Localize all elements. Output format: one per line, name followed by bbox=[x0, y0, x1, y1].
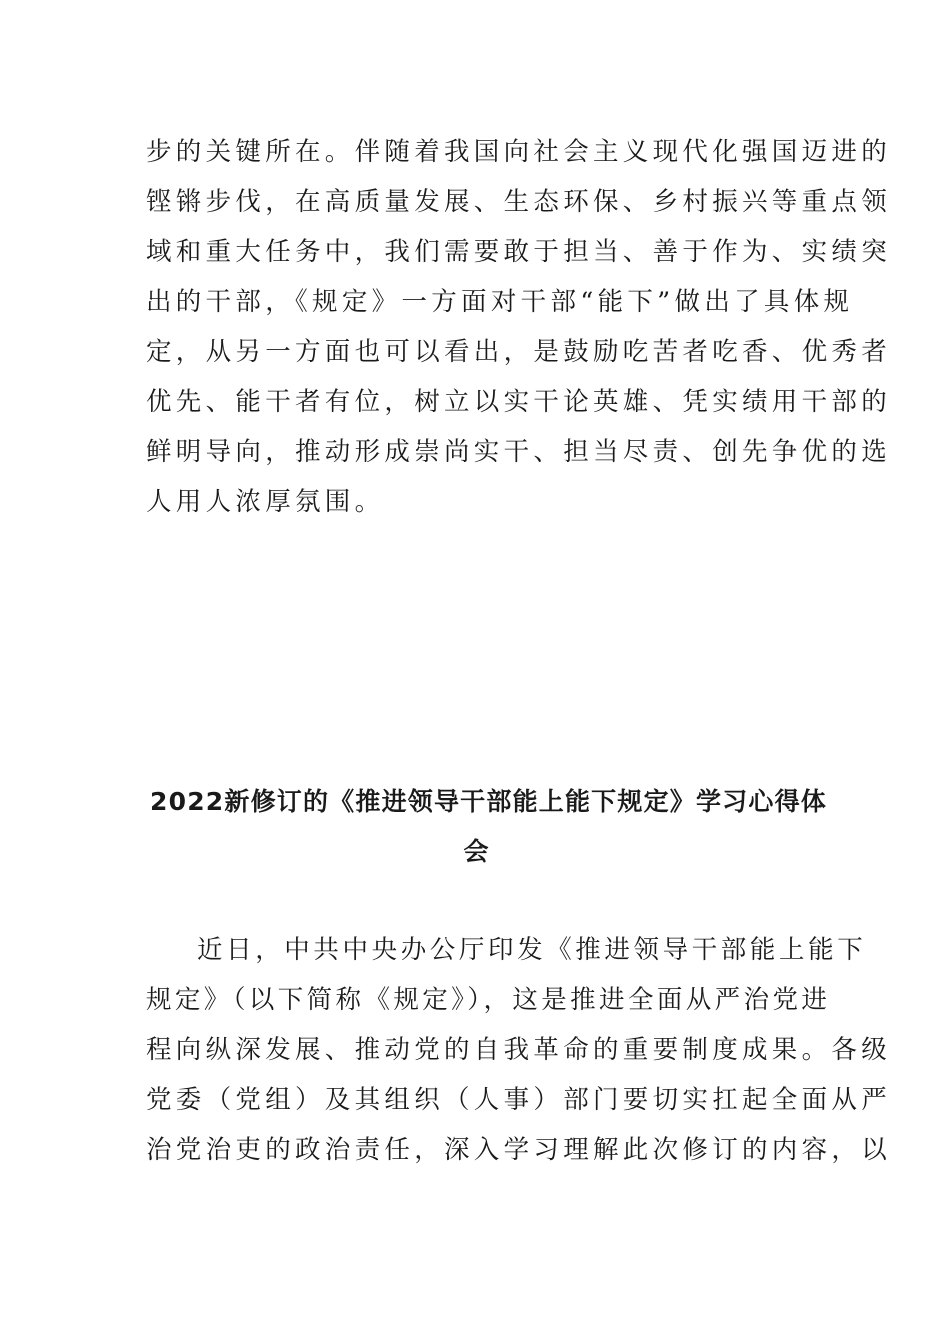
text-line: 规定》（以下简称《规定》），这是推进全面从严治党进 bbox=[146, 985, 831, 1015]
title-line-1: 2022新修订的《推进领导干部能上能下规定》学习心得体 bbox=[150, 787, 827, 816]
text-line: 人用人浓厚氛围。 bbox=[146, 487, 385, 517]
text-line: 域和重大任务中，我们需要敢于担当、善于作为、实绩突 bbox=[146, 237, 892, 267]
text-line: 鲜明导向，推动形成崇尚实干、担当尽责、创先争优的选 bbox=[146, 437, 892, 467]
text-line: 步的关键所在。伴随着我国向社会主义现代化强国迈进的 bbox=[146, 137, 892, 167]
title-line-2: 会 bbox=[463, 837, 489, 866]
text-line: 铿锵步伐，在高质量发展、生态环保、乡村振兴等重点领 bbox=[146, 187, 892, 217]
text-line: 近日，中共中央办公厅印发《推进领导干部能上能下 bbox=[197, 935, 867, 965]
text-line: 优先、能干者有位，树立以实干论英雄、凭实绩用干部的 bbox=[146, 387, 892, 417]
text-line: 治党治吏的政治责任，深入学习理解此次修订的内容，以 bbox=[146, 1135, 892, 1165]
text-line: 党委（党组）及其组织（人事）部门要切实扛起全面从严 bbox=[146, 1085, 892, 1115]
text-line: 程向纵深发展、推动党的自我革命的重要制度成果。各级 bbox=[146, 1035, 892, 1065]
text-line: 出的干部，《规定》一方面对干部“能下”做出了具体规 bbox=[146, 287, 854, 317]
text-line: 定，从另一方面也可以看出，是鼓励吃苦者吃香、优秀者 bbox=[146, 337, 892, 367]
